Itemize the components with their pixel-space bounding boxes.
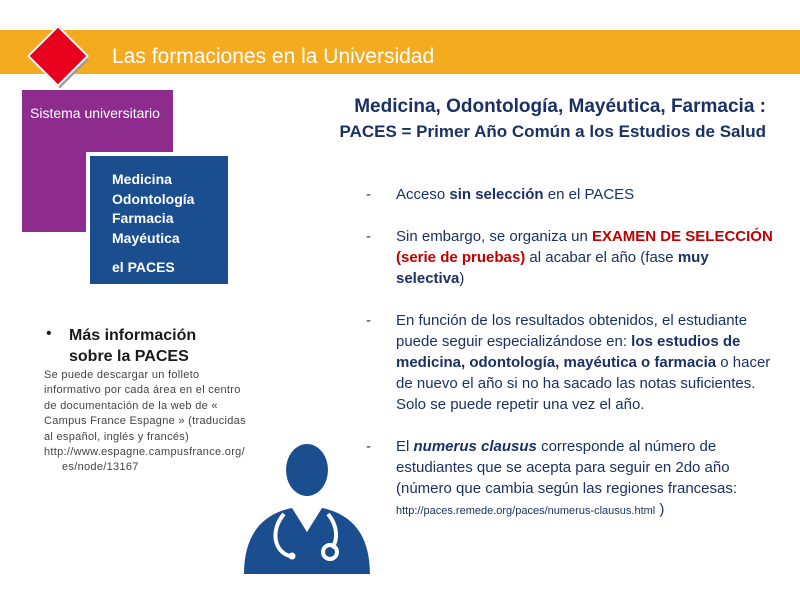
main-title-line2: PACES = Primer Año Común a los Estudios de Salud [339, 122, 766, 141]
text-run: o hacer de nuevo el año si no ha sacado las notas suficientes. Solo se puede repetir una vez el año. [396, 354, 771, 413]
text-run: en el PACES [543, 186, 635, 203]
bold-run: sin selección [449, 186, 544, 203]
subject-item: Odontología [112, 190, 195, 207]
paces-box [90, 156, 228, 284]
bullet-icon: • [46, 325, 52, 342]
text-run: corresponde al número de estudiantes que se acepta para seguir en 2do año (número que cambia según las regiones francesas: [396, 438, 738, 497]
bold-run: muy selectiva [396, 249, 709, 287]
list-item [366, 226, 780, 289]
more-info-text [44, 368, 249, 476]
dash-icon: - [366, 186, 371, 203]
list-item [366, 310, 780, 415]
list-item [366, 184, 780, 205]
subject-item: Mayéutica [112, 229, 180, 246]
main-title [268, 94, 766, 144]
section-title: Las formaciones en la Universidad [112, 45, 435, 68]
numerus-clausus-link[interactable]: http://paces.remede.org/paces/numerus-clausus.html [396, 505, 656, 517]
list-item [366, 436, 780, 522]
subject-list [112, 170, 194, 248]
text-run: El [396, 438, 414, 455]
more-info-description: Se puede descargar un folleto informativo por cada área en el centro de documentación de la web de « Campus France Espagne » (traducidas al español, inglés y francés) [44, 369, 246, 443]
text-run: al acabar el año (fase [525, 249, 678, 266]
main-title-line1: Medicina, Odontología, Mayéutica, Farmacia : [354, 96, 766, 117]
text-run: ) [655, 501, 665, 518]
bold-italic-run: numerus clausus [413, 438, 537, 455]
text-run: Acceso [396, 186, 450, 203]
highlight-run: EXAMEN DE SELECCIÓN (serie de pruebas) [396, 228, 773, 266]
dash-icon: - [366, 228, 371, 245]
text-run: ) [459, 270, 465, 287]
subject-item: Farmacia [112, 210, 174, 226]
subject-item: Medicina [112, 171, 172, 187]
more-info-title: Más información sobre la PACES [69, 327, 197, 365]
bold-run: los estudios de medicina, odontología, mayéutica o farmacia [396, 333, 741, 371]
diamond-logo-icon [30, 28, 90, 88]
university-system-label: Sistema universitario [30, 105, 160, 121]
text-run: Sin embargo, se organiza un [396, 228, 592, 245]
paces-label: el PACES [112, 259, 175, 275]
doctor-icon [240, 440, 374, 574]
more-info-link[interactable]: http://www.espagne.campusfrance.org/es/node/13167 [44, 446, 245, 474]
text-run: En función de los resultados obtenidos, el estudiante puede seguir especializándose en: [396, 312, 748, 350]
bullet-list [366, 184, 780, 543]
dash-icon: - [366, 312, 371, 329]
dash-icon: - [366, 438, 371, 455]
